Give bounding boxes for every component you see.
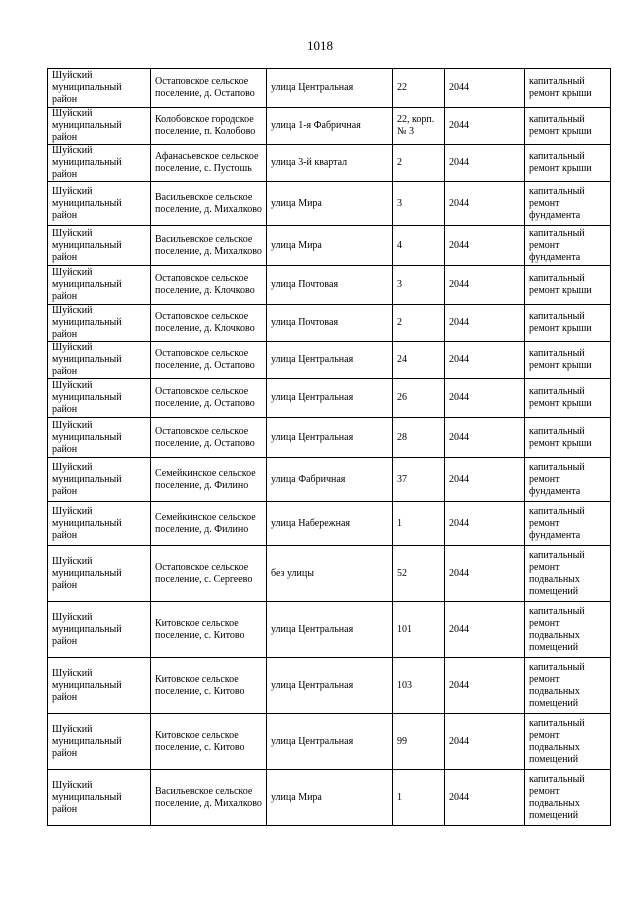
street-cell: улица Центральная: [267, 418, 393, 458]
year-cell: 2044: [445, 305, 525, 342]
street-cell: улица Фабричная: [267, 458, 393, 502]
work-type-cell: капитальный ремонт крыши: [525, 108, 611, 145]
settlement-cell: Остаповское сельское поселение, д. Клочково: [151, 305, 267, 342]
street-cell: улица 1-я Фабричная: [267, 108, 393, 145]
street-cell: улица Центральная: [267, 602, 393, 658]
district-cell: Шуйский муниципальный район: [48, 108, 151, 145]
street-cell: улица Мира: [267, 226, 393, 266]
settlement-cell: Васильевское сельское поселение, д. Михалково: [151, 770, 267, 826]
table-row: [48, 342, 611, 379]
year-cell: 2044: [445, 770, 525, 826]
work-type-cell: капитальный ремонт крыши: [525, 418, 611, 458]
year-cell: 2044: [445, 379, 525, 418]
settlement-cell: Семейкинское сельское поселение, д. Филино: [151, 458, 267, 502]
table-row: [48, 266, 611, 305]
district-cell: Шуйский муниципальный район: [48, 226, 151, 266]
table-row: [48, 502, 611, 546]
district-cell: Шуйский муниципальный район: [48, 714, 151, 770]
house-number-cell: 99: [393, 714, 445, 770]
registry-table: [47, 68, 611, 826]
district-cell: Шуйский муниципальный район: [48, 145, 151, 182]
district-cell: Шуйский муниципальный район: [48, 69, 151, 108]
year-cell: 2044: [445, 182, 525, 226]
district-cell: Шуйский муниципальный район: [48, 458, 151, 502]
work-type-cell: капитальный ремонт фундамента: [525, 182, 611, 226]
year-cell: 2044: [445, 69, 525, 108]
year-cell: 2044: [445, 418, 525, 458]
house-number-cell: 37: [393, 458, 445, 502]
registry-table-body: [48, 69, 611, 826]
work-type-cell: капитальный ремонт крыши: [525, 379, 611, 418]
settlement-cell: Остаповское сельское поселение, с. Сергеево: [151, 546, 267, 602]
house-number-cell: 2: [393, 305, 445, 342]
house-number-cell: 101: [393, 602, 445, 658]
work-type-cell: капитальный ремонт фундамента: [525, 502, 611, 546]
work-type-cell: капитальный ремонт крыши: [525, 145, 611, 182]
work-type-cell: капитальный ремонт подвальных помещений: [525, 714, 611, 770]
street-cell: улица Мира: [267, 182, 393, 226]
street-cell: улица Центральная: [267, 658, 393, 714]
work-type-cell: капитальный ремонт подвальных помещений: [525, 546, 611, 602]
table-row: [48, 379, 611, 418]
district-cell: Шуйский муниципальный район: [48, 658, 151, 714]
year-cell: 2044: [445, 145, 525, 182]
table-row: [48, 770, 611, 826]
table-row: [48, 458, 611, 502]
district-cell: Шуйский муниципальный район: [48, 379, 151, 418]
street-cell: без улицы: [267, 546, 393, 602]
house-number-cell: 3: [393, 182, 445, 226]
house-number-cell: 2: [393, 145, 445, 182]
work-type-cell: капитальный ремонт крыши: [525, 69, 611, 108]
year-cell: 2044: [445, 342, 525, 379]
street-cell: улица Центральная: [267, 714, 393, 770]
house-number-cell: 22: [393, 69, 445, 108]
table-row: [48, 658, 611, 714]
settlement-cell: Остаповское сельское поселение, д. Клочково: [151, 266, 267, 305]
settlement-cell: Семейкинское сельское поселение, д. Филино: [151, 502, 267, 546]
district-cell: Шуйский муниципальный район: [48, 342, 151, 379]
house-number-cell: 26: [393, 379, 445, 418]
district-cell: Шуйский муниципальный район: [48, 418, 151, 458]
settlement-cell: Остаповское сельское поселение, д. Остапово: [151, 342, 267, 379]
year-cell: 2044: [445, 502, 525, 546]
settlement-cell: Остаповское сельское поселение, д. Остапово: [151, 379, 267, 418]
settlement-cell: Китовское сельское поселение, с. Китово: [151, 602, 267, 658]
settlement-cell: Афанасьевское сельское поселение, с. Пустошь: [151, 145, 267, 182]
house-number-cell: 1: [393, 502, 445, 546]
work-type-cell: капитальный ремонт крыши: [525, 305, 611, 342]
house-number-cell: 103: [393, 658, 445, 714]
table-row: [48, 418, 611, 458]
page-number: 1018: [307, 38, 333, 53]
street-cell: улица Центральная: [267, 69, 393, 108]
table-row: [48, 602, 611, 658]
work-type-cell: капитальный ремонт подвальных помещений: [525, 658, 611, 714]
table-row: [48, 69, 611, 108]
table-row: [48, 226, 611, 266]
table-row: [48, 714, 611, 770]
house-number-cell: 4: [393, 226, 445, 266]
street-cell: улица Мира: [267, 770, 393, 826]
work-type-cell: капитальный ремонт фундамента: [525, 226, 611, 266]
year-cell: 2044: [445, 546, 525, 602]
house-number-cell: 52: [393, 546, 445, 602]
settlement-cell: Васильевское сельское поселение, д. Михалково: [151, 226, 267, 266]
year-cell: 2044: [445, 602, 525, 658]
district-cell: Шуйский муниципальный район: [48, 305, 151, 342]
house-number-cell: 28: [393, 418, 445, 458]
year-cell: 2044: [445, 714, 525, 770]
year-cell: 2044: [445, 266, 525, 305]
street-cell: улица Центральная: [267, 342, 393, 379]
house-number-cell: 24: [393, 342, 445, 379]
street-cell: улица Почтовая: [267, 305, 393, 342]
year-cell: 2044: [445, 658, 525, 714]
year-cell: 2044: [445, 458, 525, 502]
settlement-cell: Васильевское сельское поселение, д. Михалково: [151, 182, 267, 226]
work-type-cell: капитальный ремонт подвальных помещений: [525, 770, 611, 826]
house-number-cell: 3: [393, 266, 445, 305]
settlement-cell: Колобовское городское поселение, п. Колобово: [151, 108, 267, 145]
street-cell: улица Набережная: [267, 502, 393, 546]
district-cell: Шуйский муниципальный район: [48, 182, 151, 226]
work-type-cell: капитальный ремонт фундамента: [525, 458, 611, 502]
work-type-cell: капитальный ремонт крыши: [525, 342, 611, 379]
year-cell: 2044: [445, 108, 525, 145]
street-cell: улица Центральная: [267, 379, 393, 418]
district-cell: Шуйский муниципальный район: [48, 502, 151, 546]
table-row: [48, 305, 611, 342]
district-cell: Шуйский муниципальный район: [48, 546, 151, 602]
work-type-cell: капитальный ремонт крыши: [525, 266, 611, 305]
district-cell: Шуйский муниципальный район: [48, 602, 151, 658]
district-cell: Шуйский муниципальный район: [48, 266, 151, 305]
street-cell: улица Почтовая: [267, 266, 393, 305]
table-row: [48, 182, 611, 226]
house-number-cell: 22, корп. № 3: [393, 108, 445, 145]
settlement-cell: Китовское сельское поселение, с. Китово: [151, 714, 267, 770]
street-cell: улица 3-й квартал: [267, 145, 393, 182]
year-cell: 2044: [445, 226, 525, 266]
house-number-cell: 1: [393, 770, 445, 826]
table-row: [48, 546, 611, 602]
settlement-cell: Остаповское сельское поселение, д. Остапово: [151, 418, 267, 458]
table-row: [48, 108, 611, 145]
work-type-cell: капитальный ремонт подвальных помещений: [525, 602, 611, 658]
settlement-cell: Остаповское сельское поселение, д. Остапово: [151, 69, 267, 108]
settlement-cell: Китовское сельское поселение, с. Китово: [151, 658, 267, 714]
table-row: [48, 145, 611, 182]
district-cell: Шуйский муниципальный район: [48, 770, 151, 826]
